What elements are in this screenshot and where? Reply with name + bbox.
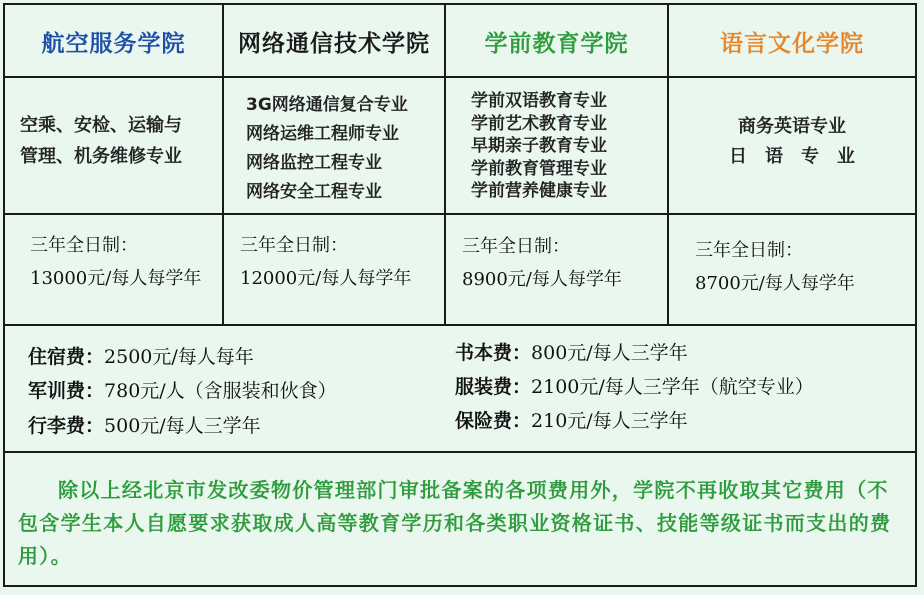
major-item: 网络运维工程师专业 xyxy=(246,124,399,144)
major-item: 3G网络通信复合专业 xyxy=(246,95,408,115)
fee-value: 780元/人（含服装和伙食） xyxy=(104,380,337,402)
tuition-label: 三年全日制： xyxy=(462,236,570,257)
tuition-value: 8900元/每人每学年 xyxy=(462,269,622,290)
tuition-label: 三年全日制： xyxy=(30,235,138,256)
major-item: 网络监控工程专业 xyxy=(246,153,382,173)
fee-item-luggage xyxy=(28,411,261,438)
majors-preschool xyxy=(471,90,607,203)
row-divider-fees xyxy=(3,451,917,453)
fee-value: 2500元/每人每年 xyxy=(104,346,254,368)
fee-item-books xyxy=(455,338,688,365)
fee-label: 住宿费： xyxy=(28,346,105,368)
college-name-network: 网络通信技术学院 xyxy=(238,30,430,57)
major-item: 学前双语教育专业 xyxy=(471,91,607,111)
major-item: 网络安全工程专业 xyxy=(246,182,382,202)
tuition-value: 13000元/每人每学年 xyxy=(30,268,202,289)
major-item: 商务英语专业 xyxy=(738,116,846,137)
row-divider-tuition xyxy=(3,324,917,326)
fee-notice: 除以上经北京市发改委物价管理部门审批备案的各项费用外，学院不再收取其它费用（不包含学生本人自愿要求获取成人高等教育学历和各类职业资格证书、技能等级证书而支出的费用）。 xyxy=(18,478,892,568)
major-item: 学前艺术教育专业 xyxy=(471,113,607,134)
fee-value: 800元/每人三学年 xyxy=(531,342,688,364)
tuition-label: 三年全日制： xyxy=(240,235,348,256)
majors-language xyxy=(669,112,915,172)
major-item: 日 语 专 业 xyxy=(729,146,855,167)
fee-label: 行李费： xyxy=(28,415,105,437)
tuition-value: 12000元/每人每学年 xyxy=(240,268,412,289)
fee-label: 书本费： xyxy=(455,342,532,364)
major-item: 空乘、安检、运输与 xyxy=(20,115,182,136)
tuition-preschool xyxy=(462,230,622,296)
fee-item-military-training xyxy=(28,376,337,403)
tuition-network xyxy=(240,229,411,295)
fee-item-insurance xyxy=(455,406,688,433)
tuition-label: 三年全日制： xyxy=(695,240,803,261)
major-item: 管理、机务维修专业 xyxy=(20,146,182,167)
major-item: 学前教育管理专业 xyxy=(471,158,607,179)
tuition-aviation xyxy=(30,229,201,295)
fee-label: 服装费： xyxy=(455,376,532,398)
tuition-value: 8700元/每人每学年 xyxy=(695,273,855,294)
major-item: 学前营养健康专业 xyxy=(471,181,607,201)
fee-value: 2100元/每人三学年（航空专业） xyxy=(531,376,814,398)
tuition-language xyxy=(695,234,855,300)
fee-value: 210元/每人三学年 xyxy=(531,410,688,432)
majors-aviation xyxy=(20,110,182,172)
row-divider-majors xyxy=(3,213,917,215)
college-name-language: 语言文化学院 xyxy=(720,30,864,57)
majors-network xyxy=(246,91,408,207)
college-name-preschool: 学前教育学院 xyxy=(484,30,629,57)
major-item: 早期亲子教育专业 xyxy=(471,136,607,156)
fee-label: 军训费： xyxy=(28,380,105,402)
college-name-aviation: 航空服务学院 xyxy=(41,30,186,57)
fee-item-accommodation xyxy=(28,342,254,369)
fee-label: 保险费： xyxy=(455,410,532,432)
fee-value: 500元/每人三学年 xyxy=(104,415,261,437)
fee-item-uniform xyxy=(455,372,814,399)
